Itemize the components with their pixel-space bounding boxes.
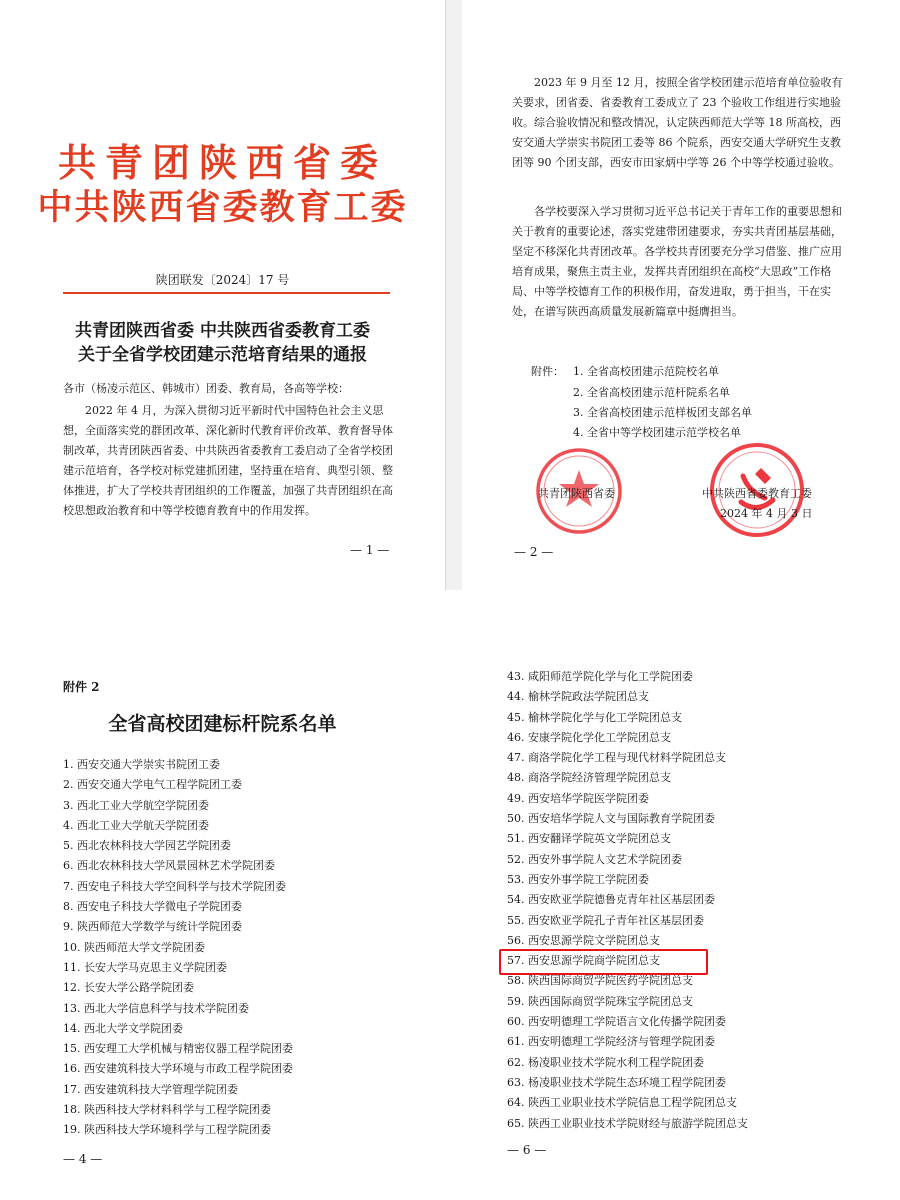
- list-item: 13. 西北大学信息科学与技术学院团委: [63, 1001, 249, 1015]
- list-item: 55. 西安欧亚学院孔子青年社区基层团委: [507, 913, 704, 927]
- red-divider: [63, 292, 390, 294]
- org-header-line1: 共青团陕西省委: [57, 140, 387, 185]
- list-item: 60. 西安明德理工学院语言文化传播学院团委: [507, 1015, 726, 1029]
- annex-title: 全省高校团建标杆院系名单: [108, 713, 337, 735]
- list-item: 6. 西北农林科技大学风景园林艺术学院团委: [63, 859, 275, 873]
- list-item: 59. 陕西国际商贸学院珠宝学院团总支: [507, 994, 693, 1008]
- signature-org-left: 共青团陕西省委: [538, 487, 615, 500]
- list-item: 63. 杨凌职业技术学院生态环境工程学院团委: [507, 1075, 726, 1089]
- list-item: 62. 杨凌职业技术学院水利工程学院团委: [507, 1055, 704, 1069]
- notice-title-line2: 关于全省学校团建示范培育结果的通报: [78, 345, 367, 365]
- list-item: 1. 西安交通大学崇实书院团工委: [63, 758, 220, 771]
- list-item: 2. 西安交通大学电气工程学院团工委: [63, 778, 242, 792]
- notice-title-line1: 共青团陕西省委 中共陕西省委教育工委: [75, 321, 370, 341]
- list-item: 12. 长安大学公路学院团委: [63, 981, 194, 995]
- attachment-item: 1. 全省高校团建示范院校名单: [573, 365, 719, 378]
- list-item: 65. 陕西工业职业技术学院财经与旅游学院团总支: [507, 1116, 748, 1130]
- list-item: 57. 西安思源学院商学院团总支: [507, 954, 660, 968]
- list-item: 9. 陕西师范大学数学与统计学院团委: [63, 920, 242, 934]
- document-number: 陕团联发〔2024〕17 号: [155, 273, 290, 287]
- attachment-item: 2. 全省高校团建示范杆院系名单: [573, 386, 730, 399]
- department-list: [63, 755, 293, 1141]
- page-number: — 1 —: [350, 543, 390, 557]
- signature-org-right: 中共陕西省委教育工委: [702, 487, 812, 500]
- list-item: 50. 西安培华学院人文与国际教育学院团委: [507, 812, 715, 826]
- document-page-4: [0, 640, 445, 1200]
- list-item: 53. 西安外事学院工学院团委: [507, 872, 649, 886]
- list-item: 45. 榆林学院化学与化工学院团总支: [507, 710, 682, 724]
- list-item: 17. 西安建筑科技大学管理学院团委: [63, 1082, 238, 1096]
- list-item: 64. 陕西工业职业技术学院信息工程学院团总支: [507, 1096, 737, 1110]
- body-paragraph: 2022 年 4 月，为深入贯彻习近平新时代中国特色社会主义思想，全面落实党的群团改革、深化新时代教育评价改革、教育督导体制改革，共青团陕西省委、中共陕西省委教育工委启动了全省学校团建示范培育，各学校对标党建抓团建，坚持重在培育、典型引领、整体推进，扩大了学校共青团组织的工作覆盖，加强了共青团组织在高校思想政治教育和中等学校德育教育中的作用发挥。: [63, 404, 393, 517]
- signature-date: 2024 年 4 月 3 日: [720, 507, 813, 520]
- list-item: 49. 西安培华学院医学院团委: [507, 791, 649, 805]
- list-item: 46. 安康学院化学化工学院团总支: [507, 730, 671, 744]
- org-header-line2: 中共陕西省委教育工委: [37, 187, 408, 228]
- annex-label: 附件 2: [63, 680, 100, 694]
- list-item: 16. 西安建筑科技大学环境与市政工程学院团委: [63, 1062, 293, 1076]
- attachments-label: 附件：: [531, 365, 564, 378]
- list-item: 51. 西安翻译学院英文学院团总支: [507, 832, 671, 846]
- list-item: 47. 商洛学院化学工程与现代材料学院团总支: [507, 751, 726, 765]
- list-item: 19. 陕西科技大学环境科学与工程学院团委: [63, 1123, 271, 1137]
- addressee: 各市（杨凌示范区、韩城市）团委、教育局，各高等学校：: [63, 382, 349, 395]
- list-item: 15. 西安理工大学机械与精密仪器工程学院团委: [63, 1042, 293, 1056]
- page-number: — 4 —: [63, 1152, 103, 1166]
- document-page-2: [462, 0, 900, 590]
- list-item: 8. 西安电子科技大学微电子学院团委: [63, 900, 242, 914]
- list-item: 58. 陕西国际商贸学院医药学院团总支: [507, 974, 693, 988]
- attachment-item: 4. 全省中等学校团建示范学校名单: [573, 426, 741, 439]
- list-item: 61. 西安明德理工学院经济与管理学院团委: [507, 1035, 715, 1049]
- list-item: 18. 陕西科技大学材料科学与工程学院团委: [63, 1103, 271, 1117]
- list-item: 7. 西安电子科技大学空间科学与技术学院团委: [63, 879, 286, 893]
- document-page-1: [0, 0, 445, 590]
- list-item: 48. 商洛学院经济管理学院团总支: [507, 771, 671, 785]
- list-item: 56. 西安思源学院文学院团总支: [507, 933, 660, 947]
- highlight-box: [499, 949, 708, 975]
- list-item: 10. 陕西师范大学文学院团委: [63, 940, 205, 954]
- body-paragraph: 各学校要深入学习贯彻习近平总书记关于青年工作的重要思想和关于教育的重要论述，落实党建带团建要求，夯实共青团基层基础，坚定不移深化共青团改革。各学校共青团要充分学习借鉴、推广应用培育成果，聚焦主责主业，发挥共青团组织在高校“大思政”工作格局、中等学校德育工作的积极作用，奋发进取，勇于担当，干在实处，在谱写陕西高质量发展新篇章中挺膺担当。: [512, 205, 842, 318]
- list-item: 14. 西北大学文学院团委: [63, 1021, 183, 1035]
- body-paragraph: 2023 年 9 月至 12 月，按照全省学校团建示范培育单位验收有关要求，团省委、省委教育工委成立了 23 个验收工作组进行实地验收。综合验收情况和整改情况，认定陕西师范大学等 18 所高校，西安交通大学崇实书院团工委等 86 个院系，西安交通大学研究生支教团等 90 个团支部，西安市田家炳中学等 26 个中等学校通过验收。: [512, 76, 843, 169]
- list-item: 54. 西安欧亚学院德鲁克青年社区基层团委: [507, 893, 715, 907]
- list-item: 4. 西北工业大学航天学院团委: [63, 818, 209, 832]
- document-page-6: [462, 640, 900, 1200]
- department-list: [507, 667, 748, 1134]
- list-item: 44. 榆林学院政法学院团总支: [507, 690, 649, 704]
- list-item: 5. 西北农林科技大学园艺学院团委: [63, 839, 231, 853]
- list-item: 3. 西北工业大学航空学院团委: [63, 798, 209, 812]
- list-item: 43. 咸阳师范学院化学与化工学院团委: [507, 670, 693, 683]
- page-number: — 2 —: [514, 545, 554, 559]
- list-item: 52. 西安外事学院人文艺术学院团委: [507, 852, 682, 866]
- page-number: — 6 —: [507, 1143, 547, 1157]
- attachment-item: 3. 全省高校团建示范样板团支部名单: [573, 406, 752, 419]
- list-item: 11. 长安大学马克思主义学院团委: [63, 960, 227, 974]
